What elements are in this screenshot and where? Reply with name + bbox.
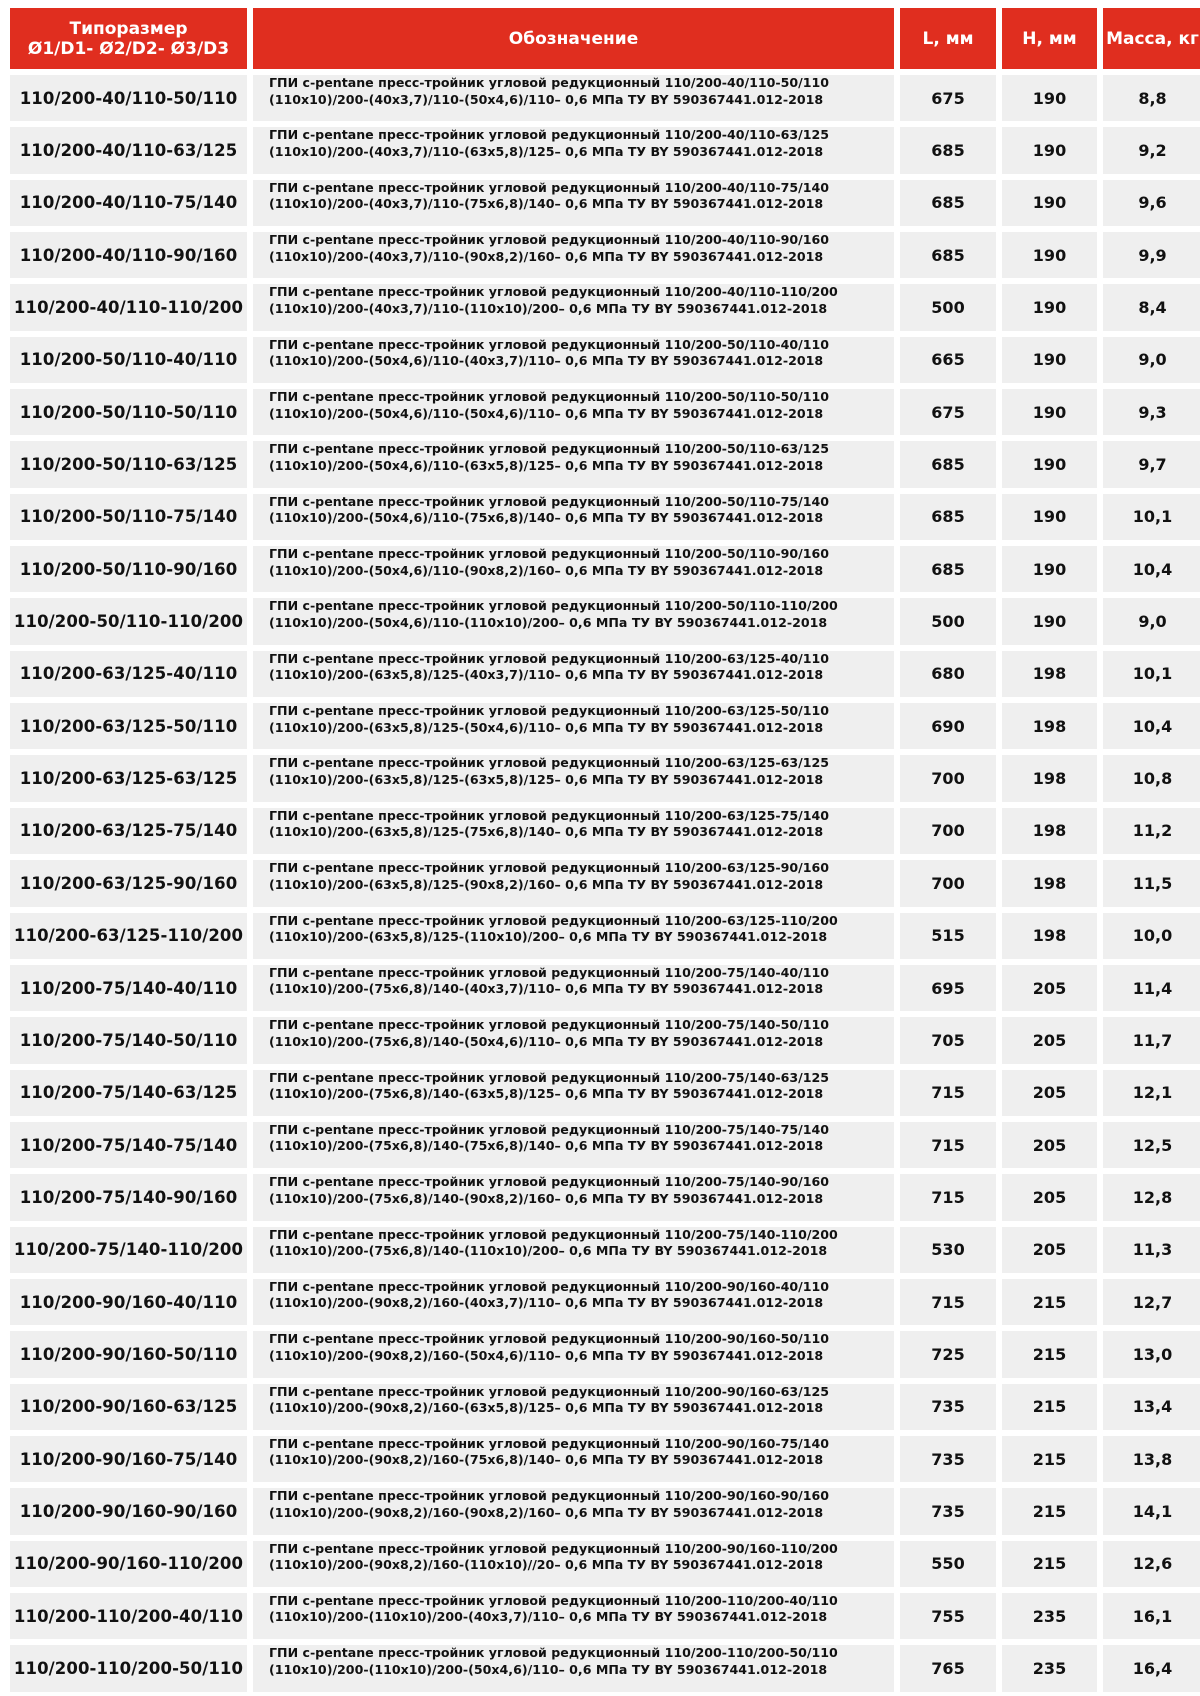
designation-line-2: (110x10)/200-(50x4,6)/110-(40x3,7)/110– 0,6 МПа ТУ BY 590367441.012-2018 [269,353,824,369]
row-length-cell: 690 [900,703,996,749]
row-mass-cell: 9,0 [1103,598,1200,644]
row-mass-cell: 10,8 [1103,755,1200,801]
row-height-cell: 215 [1002,1436,1097,1482]
row-height-cell: 190 [1002,598,1097,644]
designation-line-1: ГПИ c-pentane пресс-тройник угловой редукционный 110/200-110/200-50/110 [269,1645,838,1661]
row-mass-cell: 11,4 [1103,965,1200,1011]
row-designation-cell [253,389,894,435]
row-designation-cell [253,180,894,226]
row-length-cell: 755 [900,1593,996,1639]
row-mass-cell: 12,1 [1103,1070,1200,1116]
row-designation-cell [253,546,894,592]
designation-line-1: ГПИ c-pentane пресс-тройник угловой редукционный 110/200-50/110-50/110 [269,389,830,405]
row-length-cell: 685 [900,494,996,540]
row-height-cell: 215 [1002,1541,1097,1587]
row-designation-cell [253,1541,894,1587]
row-designation-cell [253,1122,894,1168]
row-height-cell: 198 [1002,651,1097,697]
designation-line-1: ГПИ c-pentane пресс-тройник угловой редукционный 110/200-50/110-63/125 [269,441,830,457]
row-size-cell: 110/200-63/125-40/110 [10,651,247,697]
row-length-cell: 735 [900,1436,996,1482]
designation-line-1: ГПИ c-pentane пресс-тройник угловой редукционный 110/200-50/110-110/200 [269,598,838,614]
row-mass-cell: 16,4 [1103,1645,1200,1691]
row-length-cell: 735 [900,1384,996,1430]
row-length-cell: 665 [900,337,996,383]
designation-line-1: ГПИ c-pentane пресс-тройник угловой редукционный 110/200-90/160-75/140 [269,1435,830,1451]
designation-line-1: ГПИ c-pentane пресс-тройник угловой редукционный 110/200-63/125-63/125 [269,755,830,771]
designation-line-1: ГПИ c-pentane пресс-тройник угловой редукционный 110/200-75/140-90/160 [269,1174,830,1190]
designation-line-2: (110x10)/200-(63x5,8)/125-(40x3,7)/110– 0,6 МПа ТУ BY 590367441.012-2018 [269,667,824,683]
row-mass-cell: 12,8 [1103,1174,1200,1220]
row-length-cell: 715 [900,1070,996,1116]
designation-line-1: ГПИ c-pentane пресс-тройник угловой редукционный 110/200-40/110-90/160 [269,232,830,248]
row-size-cell: 110/200-63/125-90/160 [10,860,247,906]
row-height-cell: 205 [1002,965,1097,1011]
row-designation-cell [253,284,894,330]
row-mass-cell: 11,5 [1103,860,1200,906]
row-size-cell: 110/200-40/110-50/110 [10,75,247,121]
row-height-cell: 190 [1002,546,1097,592]
row-height-cell: 198 [1002,808,1097,854]
row-length-cell: 765 [900,1645,996,1691]
row-length-cell: 675 [900,389,996,435]
row-size-cell: 110/200-110/200-40/110 [10,1593,247,1639]
designation-line-2: (110x10)/200-(50x4,6)/110-(50x4,6)/110– 0,6 МПа ТУ BY 590367441.012-2018 [269,405,824,421]
row-length-cell: 685 [900,127,996,173]
designation-line-1: ГПИ c-pentane пресс-тройник угловой редукционный 110/200-75/140-63/125 [269,1069,830,1085]
row-designation-cell [253,808,894,854]
row-height-cell: 198 [1002,860,1097,906]
designation-line-2: (110x10)/200-(50x4,6)/110-(63x5,8)/125– 0,6 МПа ТУ BY 590367441.012-2018 [269,457,824,473]
designation-line-2: (110x10)/200-(63x5,8)/125-(110x10)/200– 0,6 МПа ТУ BY 590367441.012-2018 [269,929,828,944]
designation-line-2: (110x10)/200-(90x8,2)/160-(110x10)//20– 0,6 МПа ТУ BY 590367441.012-2018 [269,1557,823,1573]
row-mass-cell: 10,0 [1103,913,1200,959]
row-height-cell: 190 [1002,232,1097,278]
row-designation-cell [253,651,894,697]
row-size-cell: 110/200-40/110-90/160 [10,232,247,278]
row-size-cell: 110/200-75/140-110/200 [10,1227,247,1273]
row-length-cell: 715 [900,1174,996,1220]
row-length-cell: 685 [900,546,996,592]
row-size-cell: 110/200-90/160-40/110 [10,1279,247,1325]
row-height-cell: 190 [1002,127,1097,173]
designation-line-2: (110x10)/200-(63x5,8)/125-(50x4,6)/110– 0,6 МПа ТУ BY 590367441.012-2018 [269,719,824,735]
row-mass-cell: 9,0 [1103,337,1200,383]
row-size-cell: 110/200-75/140-75/140 [10,1122,247,1168]
row-size-cell: 110/200-50/110-40/110 [10,337,247,383]
designation-line-2: (110x10)/200-(90x8,2)/160-(63x5,8)/125– 0,6 МПа ТУ BY 590367441.012-2018 [269,1400,824,1416]
designation-line-1: ГПИ c-pentane пресс-тройник угловой редукционный 110/200-75/140-40/110 [269,964,830,980]
row-length-cell: 695 [900,965,996,1011]
row-size-cell: 110/200-110/200-50/110 [10,1645,247,1691]
row-designation-cell [253,441,894,487]
row-mass-cell: 12,5 [1103,1122,1200,1168]
designation-line-2: (110x10)/200-(40x3,7)/110-(110x10)/200– 0,6 МПа ТУ BY 590367441.012-2018 [269,300,828,316]
designation-line-2: (110x10)/200-(110x10)/200-(50x4,6)/110– 0,6 МПа ТУ BY 590367441.012-2018 [269,1661,828,1677]
row-mass-cell: 16,1 [1103,1593,1200,1639]
row-length-cell: 515 [900,913,996,959]
row-length-cell: 685 [900,441,996,487]
row-designation-cell [253,1331,894,1377]
row-length-cell: 700 [900,860,996,906]
row-size-cell: 110/200-75/140-50/110 [10,1017,247,1063]
row-height-cell: 198 [1002,755,1097,801]
designation-line-1: ГПИ c-pentane пресс-тройник угловой редукционный 110/200-50/110-40/110 [269,336,830,352]
header-length: L, мм [900,8,996,69]
row-mass-cell: 11,7 [1103,1017,1200,1063]
row-height-cell: 190 [1002,337,1097,383]
row-length-cell: 500 [900,598,996,644]
row-size-cell: 110/200-40/110-110/200 [10,284,247,330]
row-height-cell: 190 [1002,180,1097,226]
row-size-cell: 110/200-40/110-75/140 [10,180,247,226]
row-mass-cell: 10,4 [1103,703,1200,749]
designation-line-1: ГПИ c-pentane пресс-тройник угловой редукционный 110/200-40/110-50/110 [269,75,830,90]
header-size-line1: Типоразмер [69,18,188,39]
designation-line-2: (110x10)/200-(75x6,8)/140-(110x10)/200– 0,6 МПа ТУ BY 590367441.012-2018 [269,1243,828,1259]
row-mass-cell: 8,8 [1103,75,1200,121]
row-mass-cell: 12,6 [1103,1541,1200,1587]
designation-line-1: ГПИ c-pentane пресс-тройник угловой редукционный 110/200-63/125-75/140 [269,807,830,823]
designation-line-2: (110x10)/200-(75x6,8)/140-(90x8,2)/160– 0,6 МПа ТУ BY 590367441.012-2018 [269,1190,824,1206]
row-designation-cell [253,1070,894,1116]
row-size-cell: 110/200-75/140-90/160 [10,1174,247,1220]
row-height-cell: 215 [1002,1331,1097,1377]
row-size-cell: 110/200-90/160-63/125 [10,1384,247,1430]
row-length-cell: 550 [900,1541,996,1587]
row-height-cell: 205 [1002,1227,1097,1273]
header-mass: Масса, кг [1103,8,1200,69]
designation-line-2: (110x10)/200-(63x5,8)/125-(90x8,2)/160– 0,6 МПа ТУ BY 590367441.012-2018 [269,876,824,892]
row-mass-cell: 13,8 [1103,1436,1200,1482]
row-mass-cell: 9,9 [1103,232,1200,278]
designation-line-2: (110x10)/200-(75x6,8)/140-(63x5,8)/125– 0,6 МПа ТУ BY 590367441.012-2018 [269,1086,824,1102]
row-designation-cell [253,1384,894,1430]
row-designation-cell [253,1017,894,1063]
designation-line-2: (110x10)/200-(110x10)/200-(40x3,7)/110– 0,6 МПа ТУ BY 590367441.012-2018 [269,1609,828,1625]
designation-line-1: ГПИ c-pentane пресс-тройник угловой редукционный 110/200-63/125-50/110 [269,703,830,719]
row-designation-cell [253,755,894,801]
designation-line-2: (110x10)/200-(40x3,7)/110-(75x6,8)/140– 0,6 МПа ТУ BY 590367441.012-2018 [269,196,824,212]
row-length-cell: 700 [900,755,996,801]
row-designation-cell [253,75,894,121]
row-height-cell: 235 [1002,1645,1097,1691]
row-mass-cell: 8,4 [1103,284,1200,330]
row-size-cell: 110/200-50/110-63/125 [10,441,247,487]
row-mass-cell: 10,4 [1103,546,1200,592]
row-length-cell: 680 [900,651,996,697]
row-size-cell: 110/200-90/160-90/160 [10,1488,247,1534]
row-height-cell: 205 [1002,1070,1097,1116]
row-length-cell: 725 [900,1331,996,1377]
row-size-cell: 110/200-50/110-110/200 [10,598,247,644]
row-mass-cell: 13,0 [1103,1331,1200,1377]
designation-line-1: ГПИ c-pentane пресс-тройник угловой редукционный 110/200-90/160-63/125 [269,1383,830,1399]
row-size-cell: 110/200-75/140-63/125 [10,1070,247,1116]
row-length-cell: 500 [900,284,996,330]
designation-line-2: (110x10)/200-(75x6,8)/140-(50x4,6)/110– 0,6 МПа ТУ BY 590367441.012-2018 [269,1033,824,1049]
designation-line-1: ГПИ c-pentane пресс-тройник угловой редукционный 110/200-75/140-110/200 [269,1226,838,1242]
designation-line-1: ГПИ c-pentane пресс-тройник угловой редукционный 110/200-63/125-90/160 [269,860,830,876]
row-designation-cell [253,598,894,644]
designation-line-1: ГПИ c-pentane пресс-тройник угловой редукционный 110/200-75/140-75/140 [269,1121,830,1137]
designation-line-1: ГПИ c-pentane пресс-тройник угловой редукционный 110/200-90/160-90/160 [269,1488,830,1504]
row-mass-cell: 9,3 [1103,389,1200,435]
row-height-cell: 215 [1002,1279,1097,1325]
row-mass-cell: 10,1 [1103,651,1200,697]
designation-line-1: ГПИ c-pentane пресс-тройник угловой редукционный 110/200-75/140-50/110 [269,1017,830,1033]
designation-line-2: (110x10)/200-(40x3,7)/110-(50x4,6)/110– 0,6 МПа ТУ BY 590367441.012-2018 [269,91,824,107]
row-height-cell: 190 [1002,494,1097,540]
designation-line-1: ГПИ c-pentane пресс-тройник угловой редукционный 110/200-50/110-90/160 [269,546,830,562]
row-size-cell: 110/200-75/140-40/110 [10,965,247,1011]
row-designation-cell [253,1436,894,1482]
row-length-cell: 715 [900,1122,996,1168]
row-size-cell: 110/200-50/110-90/160 [10,546,247,592]
designation-line-1: ГПИ c-pentane пресс-тройник угловой редукционный 110/200-40/110-63/125 [269,127,830,143]
row-mass-cell: 9,2 [1103,127,1200,173]
header-size [10,8,247,69]
row-mass-cell: 10,1 [1103,494,1200,540]
row-length-cell: 700 [900,808,996,854]
row-designation-cell [253,1488,894,1534]
row-size-cell: 110/200-50/110-75/140 [10,494,247,540]
designation-line-2: (110x10)/200-(90x8,2)/160-(75x6,8)/140– 0,6 МПа ТУ BY 590367441.012-2018 [269,1452,824,1468]
row-designation-cell [253,913,894,959]
row-mass-cell: 12,7 [1103,1279,1200,1325]
row-designation-cell [253,232,894,278]
row-size-cell: 110/200-90/160-110/200 [10,1541,247,1587]
designation-line-2: (110x10)/200-(50x4,6)/110-(110x10)/200– 0,6 МПа ТУ BY 590367441.012-2018 [269,614,828,630]
designation-line-1: ГПИ c-pentane пресс-тройник угловой редукционный 110/200-90/160-110/200 [269,1540,838,1556]
designation-line-2: (110x10)/200-(40x3,7)/110-(63x5,8)/125– 0,6 МПа ТУ BY 590367441.012-2018 [269,143,824,159]
row-size-cell: 110/200-50/110-50/110 [10,389,247,435]
row-height-cell: 190 [1002,441,1097,487]
designation-line-1: ГПИ c-pentane пресс-тройник угловой редукционный 110/200-40/110-75/140 [269,179,830,195]
row-length-cell: 705 [900,1017,996,1063]
row-designation-cell [253,1645,894,1691]
row-designation-cell [253,703,894,749]
designation-line-1: ГПИ c-pentane пресс-тройник угловой редукционный 110/200-110/200-40/110 [269,1592,838,1608]
row-height-cell: 190 [1002,284,1097,330]
row-size-cell: 110/200-63/125-110/200 [10,913,247,959]
designation-line-2: (110x10)/200-(90x8,2)/160-(50x4,6)/110– 0,6 МПа ТУ BY 590367441.012-2018 [269,1347,824,1363]
row-length-cell: 735 [900,1488,996,1534]
designation-line-2: (110x10)/200-(40x3,7)/110-(90x8,2)/160– 0,6 МПа ТУ BY 590367441.012-2018 [269,248,824,264]
designation-line-1: ГПИ c-pentane пресс-тройник угловой редукционный 110/200-40/110-110/200 [269,284,838,300]
designation-line-2: (110x10)/200-(63x5,8)/125-(63x5,8)/125– 0,6 МПа ТУ BY 590367441.012-2018 [269,771,824,787]
row-height-cell: 205 [1002,1122,1097,1168]
row-height-cell: 190 [1002,389,1097,435]
row-size-cell: 110/200-90/160-75/140 [10,1436,247,1482]
row-height-cell: 198 [1002,913,1097,959]
row-designation-cell [253,1227,894,1273]
row-height-cell: 205 [1002,1017,1097,1063]
header-height: H, мм [1002,8,1097,69]
row-length-cell: 685 [900,180,996,226]
row-size-cell: 110/200-63/125-63/125 [10,755,247,801]
row-designation-cell [253,860,894,906]
designation-line-2: (110x10)/200-(90x8,2)/160-(40x3,7)/110– 0,6 МПа ТУ BY 590367441.012-2018 [269,1295,824,1311]
row-size-cell: 110/200-40/110-63/125 [10,127,247,173]
header-size-line2: Ø1/D1- Ø2/D2- Ø3/D3 [27,38,230,59]
row-size-cell: 110/200-90/160-50/110 [10,1331,247,1377]
product-table [10,8,1199,1692]
row-designation-cell [253,494,894,540]
designation-line-2: (110x10)/200-(75x6,8)/140-(75x6,8)/140– 0,6 МПа ТУ BY 590367441.012-2018 [269,1138,824,1154]
designation-line-2: (110x10)/200-(50x4,6)/110-(75x6,8)/140– 0,6 МПа ТУ BY 590367441.012-2018 [269,510,824,526]
row-mass-cell: 13,4 [1103,1384,1200,1430]
row-designation-cell [253,127,894,173]
designation-line-1: ГПИ c-pentane пресс-тройник угловой редукционный 110/200-50/110-75/140 [269,493,830,509]
row-height-cell: 198 [1002,703,1097,749]
row-designation-cell [253,1593,894,1639]
designation-line-2: (110x10)/200-(50x4,6)/110-(90x8,2)/160– 0,6 МПа ТУ BY 590367441.012-2018 [269,562,824,578]
row-length-cell: 685 [900,232,996,278]
row-mass-cell: 14,1 [1103,1488,1200,1534]
row-height-cell: 235 [1002,1593,1097,1639]
row-mass-cell: 11,3 [1103,1227,1200,1273]
row-height-cell: 190 [1002,75,1097,121]
row-length-cell: 715 [900,1279,996,1325]
designation-line-2: (110x10)/200-(63x5,8)/125-(75x6,8)/140– 0,6 МПа ТУ BY 590367441.012-2018 [269,824,824,840]
designation-line-2: (110x10)/200-(75x6,8)/140-(40x3,7)/110– 0,6 МПа ТУ BY 590367441.012-2018 [269,981,824,997]
row-mass-cell: 9,7 [1103,441,1200,487]
row-size-cell: 110/200-63/125-75/140 [10,808,247,854]
designation-line-2: (110x10)/200-(90x8,2)/160-(90x8,2)/160– 0,6 МПа ТУ BY 590367441.012-2018 [269,1504,824,1520]
header-designation: Обозначение [253,8,894,69]
row-mass-cell: 11,2 [1103,808,1200,854]
row-length-cell: 530 [900,1227,996,1273]
row-mass-cell: 9,6 [1103,180,1200,226]
row-height-cell: 215 [1002,1488,1097,1534]
row-length-cell: 675 [900,75,996,121]
row-designation-cell [253,1174,894,1220]
designation-line-1: ГПИ c-pentane пресс-тройник угловой редукционный 110/200-90/160-40/110 [269,1278,830,1294]
designation-line-1: ГПИ c-pentane пресс-тройник угловой редукционный 110/200-90/160-50/110 [269,1331,830,1347]
designation-line-1: ГПИ c-pentane пресс-тройник угловой редукционный 110/200-63/125-40/110 [269,650,830,666]
row-size-cell: 110/200-63/125-50/110 [10,703,247,749]
row-designation-cell [253,965,894,1011]
table-grid [10,8,1199,1692]
row-designation-cell [253,337,894,383]
designation-line-1: ГПИ c-pentane пресс-тройник угловой редукционный 110/200-63/125-110/200 [269,912,838,928]
row-height-cell: 205 [1002,1174,1097,1220]
row-designation-cell [253,1279,894,1325]
row-height-cell: 215 [1002,1384,1097,1430]
